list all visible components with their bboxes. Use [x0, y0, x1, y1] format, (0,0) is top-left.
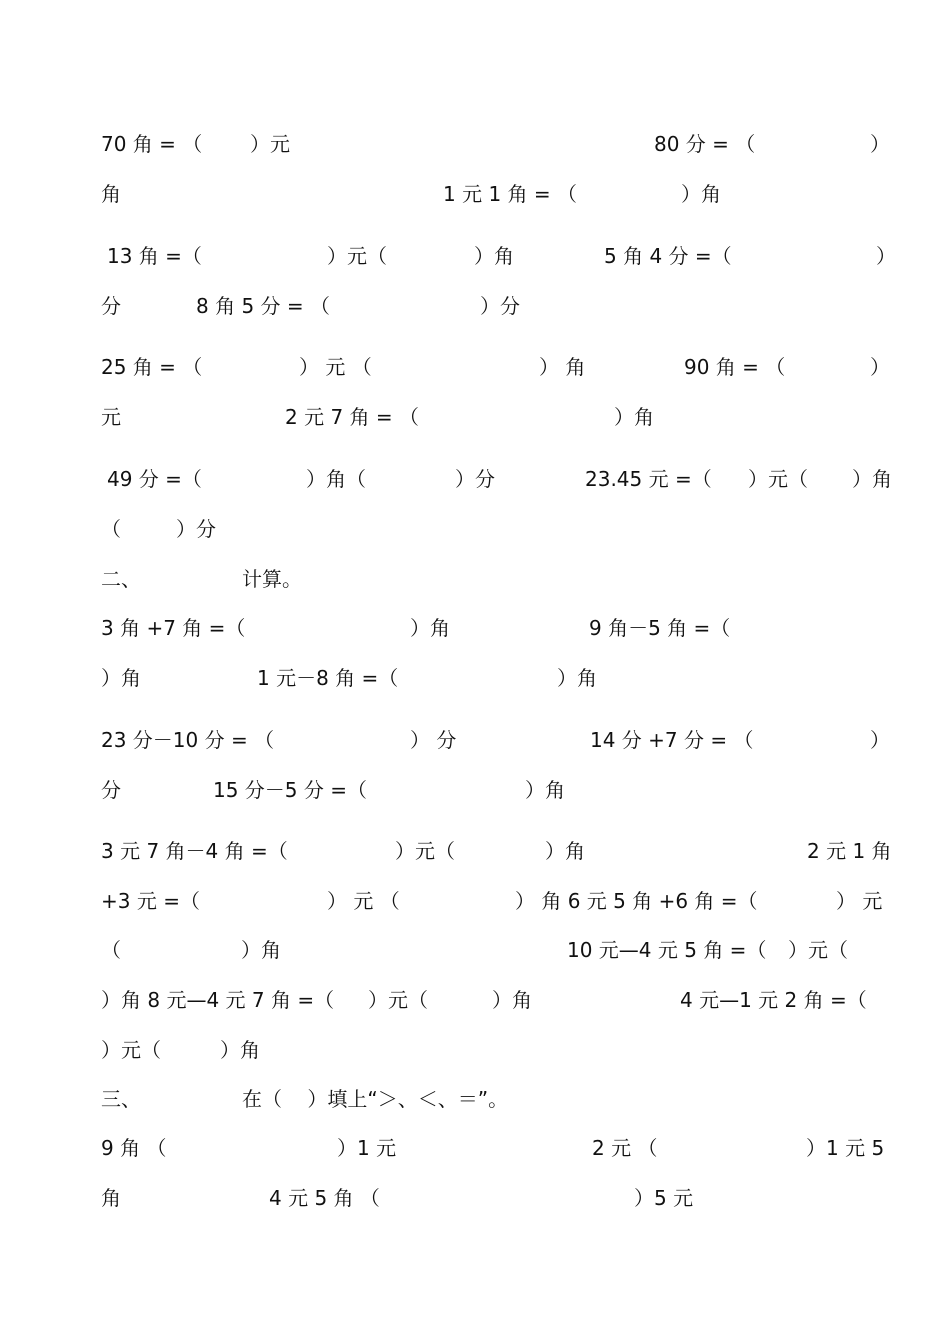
section-3-number: 三、 [101, 1087, 141, 1111]
s1-l4-d: 90 角 = （ [684, 355, 786, 379]
s1-l7-a: （ [101, 517, 121, 541]
s1-l6-e: ）元（ [748, 467, 808, 491]
s1-l7-b: ）分 [176, 517, 216, 541]
s2-l3-a: 分 [101, 778, 121, 802]
s3-l0-a: 9 角 （ [101, 1136, 167, 1160]
s1-l4-e: ） [870, 355, 890, 379]
s1-l1-b: 1 元 1 角 = （ [443, 182, 577, 206]
s2-l2-a: 23 分－10 分 = （ [101, 728, 275, 752]
s2-l7-c: ）角 [492, 988, 532, 1012]
s2-l6-c: 10 元—4 元 5 角 =（ [567, 938, 767, 962]
s1-l0-d: ） [870, 132, 890, 156]
s1-l1-a: 角 [101, 182, 121, 206]
s1-l2-d: 5 角 4 分 =（ [604, 244, 732, 268]
s1-l0-b: ）元 [250, 132, 290, 156]
section-2-number: 二、 [101, 567, 141, 591]
s2-l2-b: ） 分 [410, 728, 457, 752]
s2-l0-b: ）角 [410, 616, 450, 640]
s2-l6-b: ）角 [241, 938, 281, 962]
s2-l3-b: 15 分－5 分 =（ [213, 778, 368, 802]
s1-l4-c: ） 角 [539, 355, 586, 379]
s3-l0-d: ）1 元 5 [806, 1136, 885, 1160]
s1-l2-e: ） [876, 244, 896, 268]
s2-l1-b: 1 元－8 角 =（ [257, 666, 399, 690]
s3-l1-b: 4 元 5 角 （ [269, 1186, 380, 1210]
s1-l2-a: 13 角 =（ [107, 244, 202, 268]
s1-l2-b: ）元（ [327, 244, 387, 268]
s2-l7-a: ）角 8 元—4 元 7 角 =（ [101, 988, 335, 1012]
s2-l7-b: ）元（ [368, 988, 428, 1012]
s2-l5-d: ） 元 [836, 889, 883, 913]
s2-l7-d: 4 元—1 元 2 角 =（ [680, 988, 867, 1012]
s2-l0-c: 9 角－5 角 =（ [589, 616, 731, 640]
s2-l4-c: ）角 [545, 839, 585, 863]
s1-l0-c: 80 分 = （ [654, 132, 756, 156]
s2-l2-d: ） [870, 728, 890, 752]
s2-l0-a: 3 角 +7 角 =（ [101, 616, 246, 640]
s3-l1-a: 角 [101, 1186, 121, 1210]
s1-l6-f: ）角 [852, 467, 892, 491]
s2-l4-a: 3 元 7 角－4 角 =（ [101, 839, 288, 863]
s2-l6-d: ）元（ [788, 938, 848, 962]
s1-l5-b: 2 元 7 角 = （ [285, 405, 419, 429]
s2-l6-a: （ [101, 938, 121, 962]
s1-l4-a: 25 角 = （ [101, 355, 203, 379]
s2-l8-a: ）元（ [101, 1038, 161, 1062]
s1-l3-a: 分 [101, 294, 121, 318]
s1-l6-c: ）分 [455, 467, 495, 491]
s1-l4-b: ） 元 （ [299, 355, 372, 379]
s1-l6-a: 49 分 =（ [107, 467, 202, 491]
s2-l5-c: ） 角 6 元 5 角 +6 角 =（ [515, 889, 758, 913]
s1-l6-b: ）角（ [306, 467, 366, 491]
s3-l0-c: 2 元 （ [592, 1136, 658, 1160]
s2-l1-a: ）角 [101, 666, 141, 690]
s2-l8-b: ）角 [220, 1038, 260, 1062]
s1-l0-a: 70 角 = （ [101, 132, 203, 156]
s1-l3-b: 8 角 5 分 = （ [196, 294, 330, 318]
s2-l3-c: ）角 [525, 778, 565, 802]
s2-l1-c: ）角 [557, 666, 597, 690]
s1-l5-c: ）角 [614, 405, 654, 429]
s2-l5-a: +3 元 =（ [101, 889, 200, 913]
s2-l4-d: 2 元 1 角 [807, 839, 892, 863]
s1-l6-d: 23.45 元 =（ [585, 467, 712, 491]
s1-l5-a: 元 [101, 405, 121, 429]
s2-l5-b: ） 元 （ [327, 889, 400, 913]
s3-l0-b: ）1 元 [337, 1136, 397, 1160]
s1-l3-c: ）分 [480, 294, 520, 318]
s1-l1-c: ）角 [681, 182, 721, 206]
s2-l2-c: 14 分 +7 分 = （ [590, 728, 754, 752]
section-2-title: 计算。 [242, 567, 302, 591]
section-3-title: 在（ ）填上“＞、＜、＝”。 [242, 1087, 509, 1111]
s3-l1-c: ）5 元 [634, 1186, 694, 1210]
s1-l2-c: ）角 [474, 244, 514, 268]
s2-l4-b: ）元（ [395, 839, 455, 863]
